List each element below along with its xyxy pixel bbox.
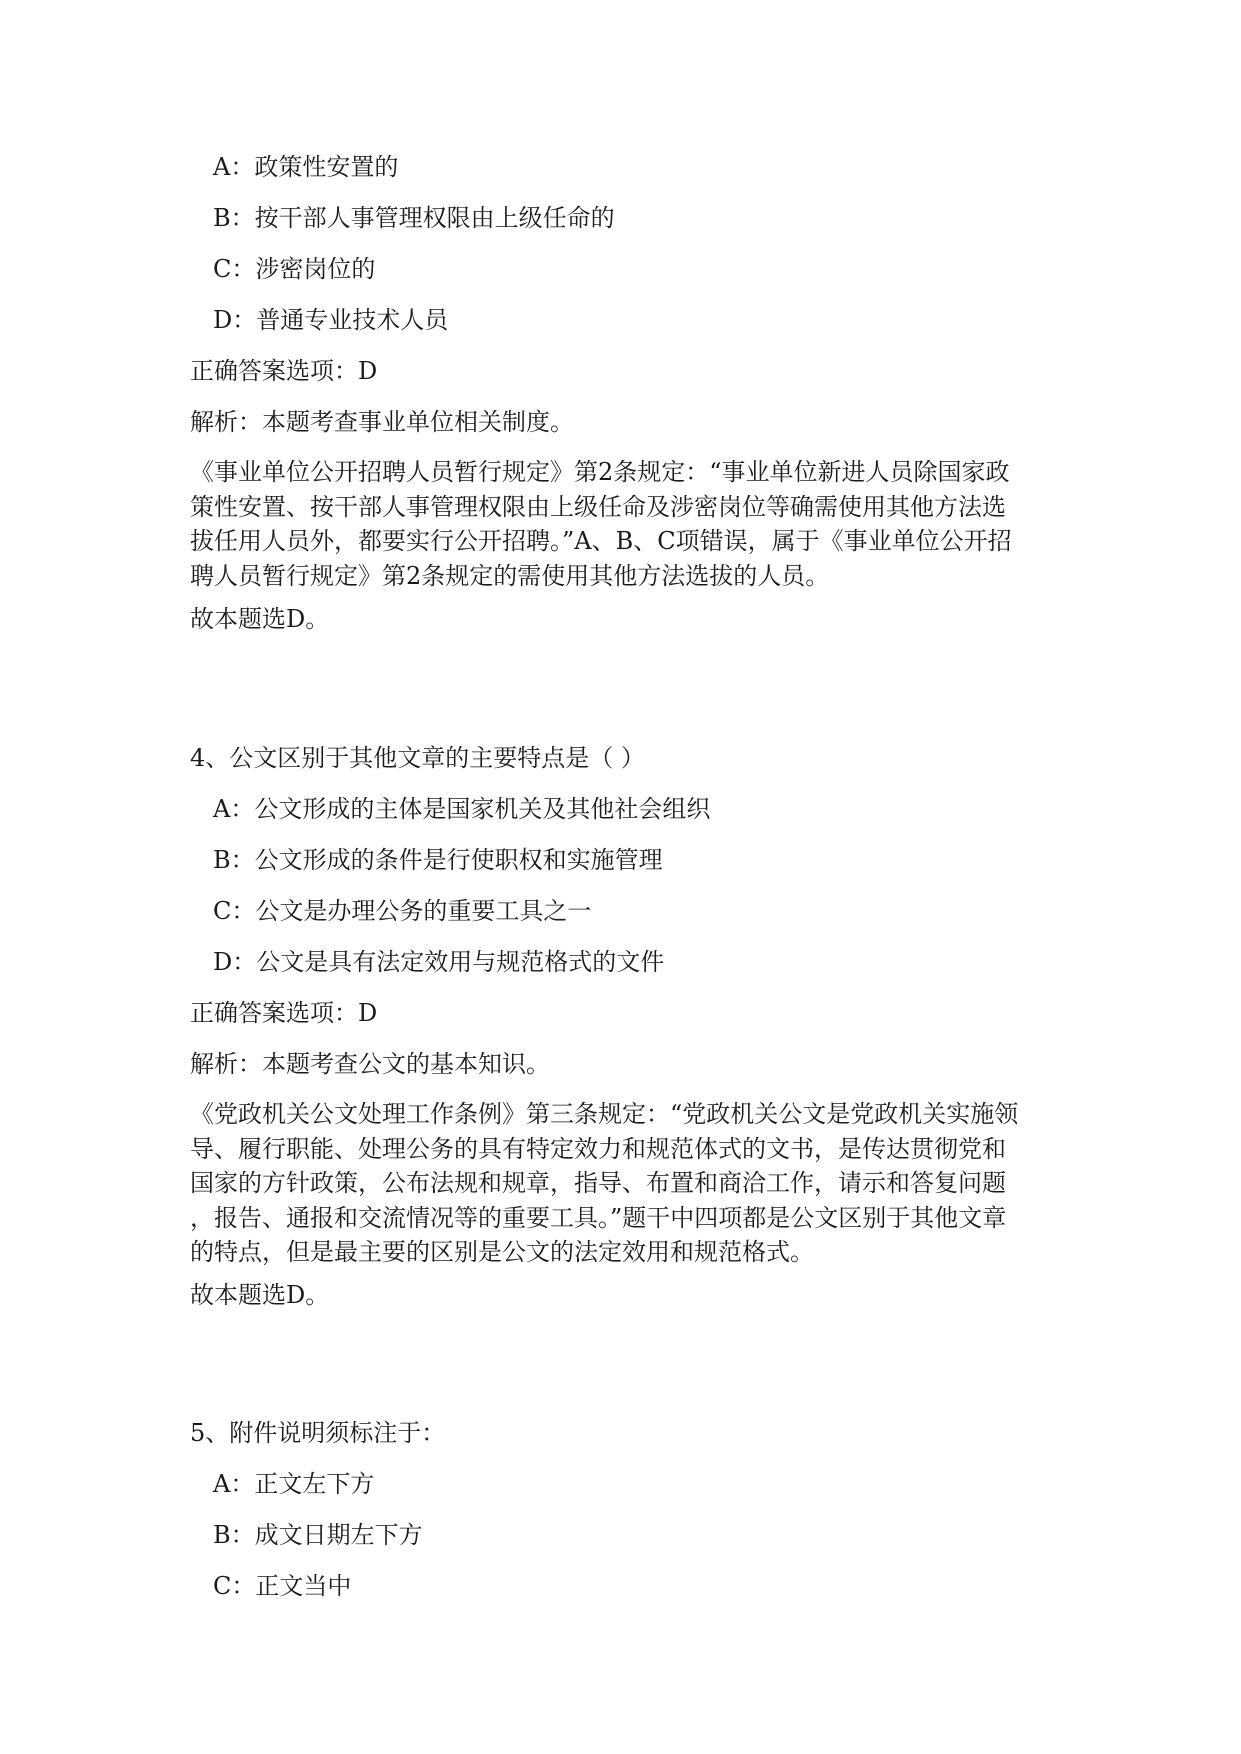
q4-option-c: C：公文是办理公务的重要工具之一 (213, 897, 592, 925)
q5-question: 5、附件说明须标注于： (190, 1419, 446, 1447)
q5-option-b: B：成文日期左下方 (213, 1521, 423, 1549)
q5-option-a: A：正文左下方 (213, 1470, 375, 1498)
q3-analysis: 解析：本题考查事业单位相关制度。 (190, 408, 574, 436)
q4-explanation (190, 1097, 1060, 1270)
q4-explanation-line: 的特点，但是最主要的区别是公文的法定效用和规范格式。 (190, 1238, 814, 1266)
q4-conclusion: 故本题选D。 (190, 1281, 330, 1309)
q4-explanation-line: 《党政机关公文处理工作条例》第三条规定：“党政机关公文是党政机关实施领 (190, 1100, 1019, 1128)
q3-conclusion: 故本题选D。 (190, 605, 330, 633)
q4-option-d: D：公文是具有法定效用与规范格式的文件 (213, 948, 665, 976)
q4-explanation-line: ，报告、通报和交流情况等的重要工具。”题干中四项都是公文区别于其他文章 (190, 1203, 1007, 1232)
q4-explanation-line: 导、履行职能、处理公务的具有特定效力和规范体式的文书，是传达贯彻党和 (190, 1134, 1006, 1163)
q3-option-d: D：普通专业技术人员 (213, 306, 449, 334)
q4-answer: 正确答案选项：D (190, 999, 378, 1027)
q4-explanation-line: 国家的方针政策，公布法规和规章，指导、布置和商洽工作，请示和答复问题 (190, 1169, 1006, 1197)
q3-explanation-line: 聘人员暂行规定》第2条规定的需使用其他方法选拔的人员。 (190, 561, 830, 590)
q3-explanation-line: 策性安置、按干部人事管理权限由上级任命及涉密岗位等确需使用其他方法选 (190, 492, 1006, 521)
q3-option-b: B：按干部人事管理权限由上级任命的 (213, 204, 615, 232)
q4-analysis: 解析：本题考查公文的基本知识。 (190, 1050, 550, 1078)
q3-option-c: C：涉密岗位的 (213, 255, 376, 283)
q3-explanation-line: 《事业单位公开招聘人员暂行规定》第2条规定：“事业单位新进人员除国家政 (190, 458, 1010, 486)
q3-explanation (190, 455, 1060, 593)
q4-option-a: A：公文形成的主体是国家机关及其他社会组织 (213, 795, 711, 823)
q4-option-b: B：公文形成的条件是行使职权和实施管理 (213, 846, 663, 874)
q5-option-c: C：正文当中 (213, 1572, 352, 1600)
q3-option-a: A：政策性安置的 (213, 153, 399, 181)
q4-question: 4、公文区别于其他文章的主要特点是（ ） (190, 744, 645, 772)
q3-answer: 正确答案选项：D (190, 357, 378, 385)
q3-explanation-line: 拔任用人员外，都要实行公开招聘。”A、B、C项错误，属于《事业单位公开招 (190, 527, 1012, 555)
